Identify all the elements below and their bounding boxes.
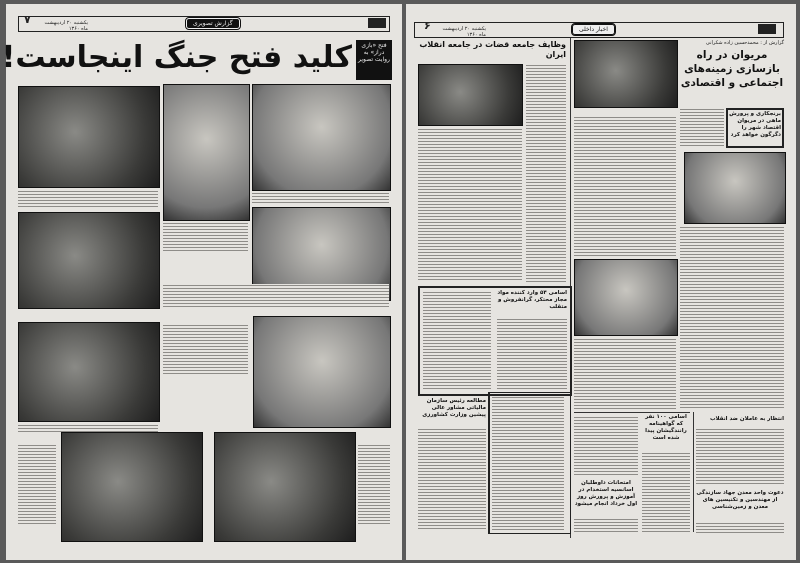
article-text bbox=[418, 428, 486, 530]
column-divider bbox=[693, 412, 694, 532]
photo bbox=[18, 322, 160, 422]
article-headline: دعوت واحد معدن جهاد سازندگی از مهندسین و تکنیسین های معدن و زمین‌شناسی bbox=[696, 490, 784, 510]
right-page bbox=[406, 4, 796, 560]
article-text bbox=[418, 128, 522, 282]
section-tag: اخبار داخلی bbox=[572, 24, 615, 35]
article-text bbox=[642, 452, 690, 532]
main-headline: مریوان در راه بازسازی زمینه‌های اجتماعی و اقتصادی bbox=[680, 49, 784, 89]
article-text bbox=[574, 116, 676, 256]
caption-text bbox=[18, 424, 158, 432]
photo bbox=[418, 64, 523, 126]
article-text bbox=[680, 226, 784, 410]
date-line: یکشنبه ۲۰ اردیبهشت ماه ۱۳۶۰ bbox=[44, 20, 88, 32]
photo bbox=[253, 316, 391, 428]
article-headline: مطالعه رئیس سازمان مالیاتی مشاور عالی پیشین وزارت کشاورزی bbox=[422, 398, 486, 418]
photo bbox=[574, 259, 678, 336]
article-border bbox=[488, 392, 571, 534]
left-page bbox=[1, 4, 402, 560]
article-headline: انتظار به عاملان ضد انقلاب bbox=[709, 416, 784, 422]
article-text bbox=[696, 522, 784, 534]
column-divider bbox=[574, 412, 690, 413]
date-line: یکشنبه ۲۰ اردیبهشت ماه ۱۳۶۰ bbox=[442, 26, 486, 38]
article-text bbox=[574, 518, 638, 534]
photo bbox=[574, 40, 678, 108]
photo bbox=[163, 84, 250, 221]
list-box-headline: اسامی ۵۴ وارد کننده مواد مجاز محتکر، گرانفروش و متقلب bbox=[497, 290, 567, 310]
caption-text bbox=[18, 444, 56, 524]
headline: کلید فتح جنگ اینجاست! bbox=[1, 40, 352, 75]
side-box: فتح «بازی دراز» به روایت تصویر bbox=[356, 40, 392, 80]
photo bbox=[684, 152, 786, 224]
photo bbox=[18, 86, 160, 188]
list-text bbox=[497, 318, 567, 390]
masthead-logo bbox=[758, 24, 776, 34]
main-kicker: گزارش از : محمدحسین زاده شکرانی bbox=[705, 40, 784, 46]
photo bbox=[214, 432, 356, 542]
caption-text bbox=[163, 284, 389, 308]
section-tag: گزارش تصویری bbox=[186, 18, 240, 29]
article-headline: اسامی ۱۰۰ نفر که گواهینامه رانندگیشان پیدا شده است bbox=[645, 414, 687, 441]
list-box bbox=[418, 286, 572, 396]
article-text bbox=[574, 416, 638, 476]
article-text bbox=[680, 108, 724, 148]
photo bbox=[252, 84, 391, 191]
article-text bbox=[526, 64, 566, 282]
caption-text bbox=[163, 222, 248, 252]
page-number: ۶ bbox=[424, 19, 431, 32]
article-headline: امتحانات داوطلبان اسانسیه استخدام در آموزش و پرورش روز اول خرداد انجام میشود bbox=[574, 480, 638, 507]
caption-text bbox=[163, 324, 248, 374]
caption-text bbox=[252, 192, 389, 204]
photo bbox=[61, 432, 203, 542]
caption-text bbox=[358, 444, 390, 524]
list-text bbox=[423, 291, 491, 389]
article-headline: وظایف جامعه قضات در جامعه انقلاب ایران bbox=[419, 40, 566, 59]
article-text bbox=[574, 338, 676, 410]
masthead-logo bbox=[368, 18, 386, 28]
article-text bbox=[696, 428, 784, 486]
highlight-box: برنجکاری و پرورش ماهی در مریوان اقتصاد شهر را دگرگون خواهد کرد bbox=[726, 108, 784, 148]
photo bbox=[18, 212, 160, 309]
caption-text bbox=[18, 190, 158, 208]
page-number: ۷ bbox=[24, 13, 31, 26]
